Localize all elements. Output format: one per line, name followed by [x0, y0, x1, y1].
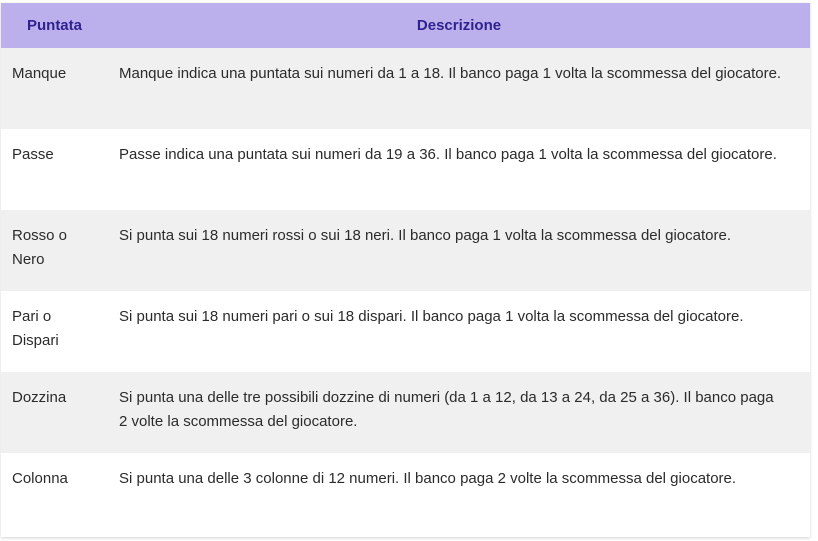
header-bet: Puntata	[26, 17, 82, 34]
header-description: Descrizione	[416, 17, 502, 34]
description-cell: Manque indica una puntata sui numeri da 1 a 18. Il banco paga 1 volta la scommessa del giocatore.	[119, 65, 782, 82]
bet-cell: Colonna	[12, 470, 68, 487]
roulette-bets-table	[1, 3, 810, 534]
bet-cell: Pari o Dispari	[12, 308, 59, 349]
bet-cell: Passe	[12, 146, 54, 163]
table-row	[1, 453, 810, 534]
bet-cell: Rosso o Nero	[12, 227, 68, 268]
table-row	[1, 210, 810, 291]
bet-cell: Dozzina	[12, 389, 67, 406]
table-header	[1, 3, 810, 48]
header-row	[1, 3, 810, 48]
table-row	[1, 291, 810, 372]
description-cell: Passe indica una puntata sui numeri da 19 a 36. Il banco paga 1 volta la scommessa del giocatore.	[119, 146, 777, 163]
table-row	[1, 48, 810, 129]
roulette-bets-table-container	[1, 3, 810, 537]
description-cell: Si punta sui 18 numeri rossi o sui 18 neri. Il banco paga 1 volta la scommessa del giocatore.	[119, 227, 731, 244]
bet-cell: Manque	[12, 65, 67, 82]
description-cell: Si punta una delle 3 colonne di 12 numeri. Il banco paga 2 volte la scommessa del giocatore.	[119, 470, 737, 487]
description-cell: Si punta una delle tre possibili dozzine di numeri (da 1 a 12, da 13 a 24, da 25 a 36). Il banco paga 2 volte la scommessa del giocatore.	[119, 389, 774, 430]
table-body	[1, 48, 810, 534]
table-row	[1, 372, 810, 453]
description-cell: Si punta sui 18 numeri pari o sui 18 dispari. Il banco paga 1 volta la scommessa del giocatore.	[119, 308, 744, 325]
table-row	[1, 129, 810, 210]
